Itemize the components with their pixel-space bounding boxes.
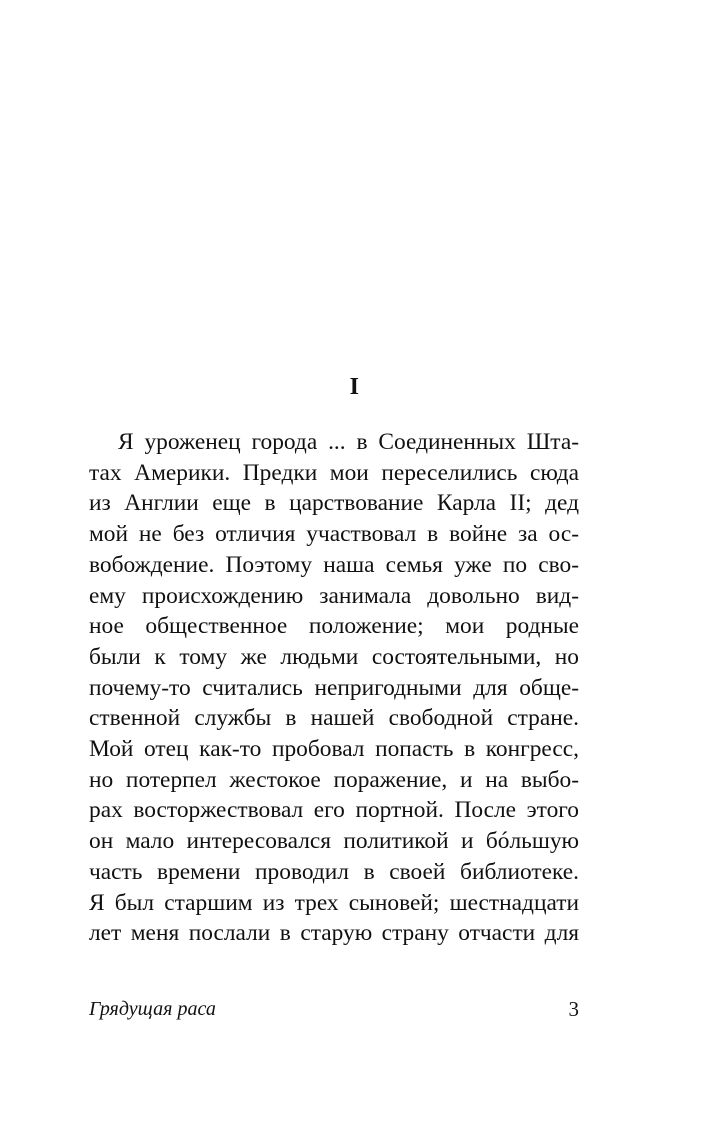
text-line: Я уроженец города ... в Соединенных Шта- [118,429,579,455]
chapter-heading: I [349,374,360,400]
text-line: ное общественное положение; мои родные [89,613,579,640]
text-line: он мало интересовался политикой и бóльшую [89,828,579,855]
text-line: но потерпел жестокое поражение, и на выбо- [89,766,579,793]
text-line: мой не без отличия участвовал в войне за ос- [89,521,579,548]
text-line: ему происхождению занимала довольно вид- [89,582,579,609]
text-line: рах восторжествовал его портной. После этого [89,797,579,824]
page-number: 3 [568,997,579,1021]
page-footer [89,994,579,1026]
text-line: почему-то считались непригодными для обще- [89,674,579,701]
text-line: ственной службы в нашей свободной стране. [89,705,579,732]
text-line: вобождение. Поэтому наша семья уже по сво- [89,551,579,578]
running-title: Грядущая раса [89,998,216,1020]
body-paragraph [89,427,579,949]
text-line: Мой отец как-то пробовал попасть в конгресс, [89,736,579,763]
text-line: тах Америки. Предки мои переселились сюда [89,459,579,486]
text-line: лет меня послали в старую страну отчасти для [89,920,579,947]
text-line: были к тому же людьми состоятельными, но [89,643,579,670]
text-line: Я был старшим из трех сыновей; шестнадцати [89,889,579,916]
text-line: из Англии еще в царствование Карла II; дед [89,490,579,517]
text-line: часть времени проводил в своей библиотеке. [89,858,579,885]
